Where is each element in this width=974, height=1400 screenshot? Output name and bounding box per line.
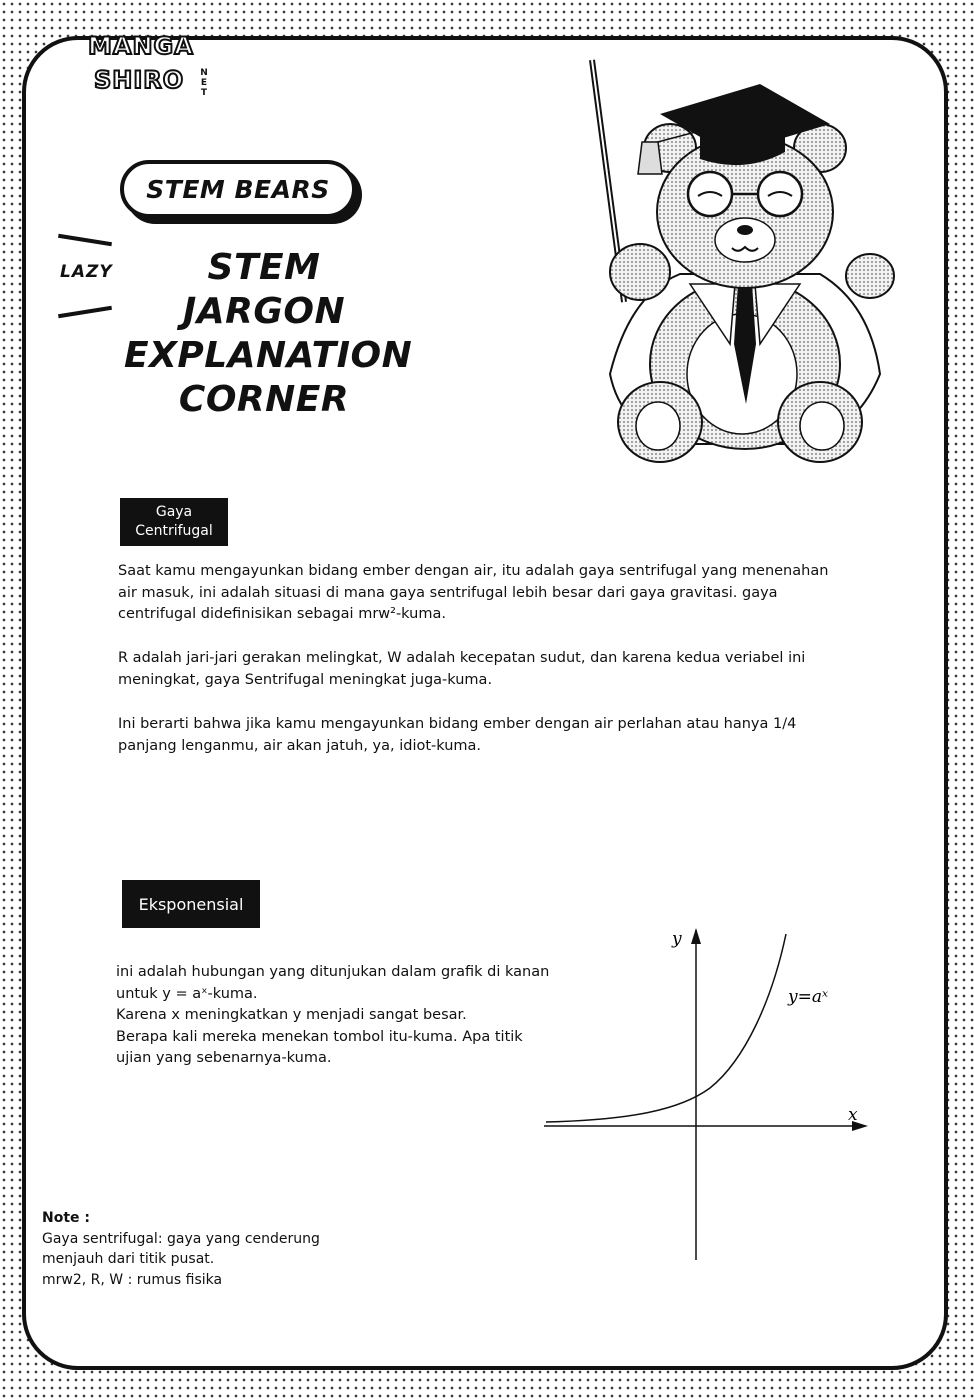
lazy-label: LAZY	[60, 262, 113, 282]
logo-line-1: MANGA	[88, 32, 194, 60]
section-tag-eksponensial: Eksponensial	[122, 880, 260, 928]
note-line: menjauh dari titik pusat.	[42, 1251, 215, 1267]
footnote	[42, 1208, 372, 1290]
logo-suffix: NET	[200, 68, 208, 98]
title-line-2: EXPLANATION	[124, 335, 413, 376]
y-axis-label: y	[672, 929, 682, 949]
exponential-graph	[540, 920, 880, 1270]
text-line: untuk y = aˣ-kuma.	[116, 985, 258, 1002]
paragraph-3	[118, 714, 858, 757]
stem-bears-badge: STEM BEARS	[120, 160, 356, 218]
note-line: mrw2, R, W : rumus fisika	[42, 1271, 223, 1288]
paragraph-1	[118, 561, 858, 626]
text-line: Berapa kali mereka menekan tombol itu-kuma. Apa titik	[116, 1028, 523, 1045]
exponential-paragraph	[116, 962, 586, 1070]
note-line: Gaya sentrifugal: gaya yang cenderung	[42, 1230, 320, 1247]
professor-bear-illustration	[570, 44, 900, 474]
title-line-3: CORNER	[178, 379, 350, 420]
tag-line-1: Gaya	[155, 504, 193, 520]
exponential-curve	[546, 934, 786, 1122]
text-line: ini adalah hubungan yang ditunjukan dalam grafik di kanan	[116, 964, 550, 980]
text-line: Karena x meningkatkan y menjadi sangat besar.	[116, 1007, 467, 1023]
text-line: meningkat, gaya Sentrifugal meningkat juga-kuma.	[118, 671, 493, 688]
y-axis-arrow	[691, 928, 701, 944]
text-line: ujian yang sebenarnya-kuma.	[116, 1050, 332, 1066]
text-line: air masuk, ini adalah situasi di mana gaya sentrifugal lebih besar dari gaya gravitasi. gaya	[118, 584, 778, 601]
text-line: Saat kamu mengayunkan bidang ember dengan air, itu adalah gaya sentrifugal yang menenahan	[118, 563, 829, 579]
section-tag-gaya-centrifugal	[120, 498, 228, 546]
title-line-1: STEM JARGON	[182, 247, 346, 332]
tag-line-2: Centrifugal	[135, 523, 213, 539]
curve-label: y=aˣ	[788, 987, 829, 1007]
note-title: Note :	[42, 1210, 90, 1226]
paragraph-2	[118, 648, 858, 691]
text-line: Ini berarti bahwa jika kamu mengayunkan bidang ember dengan air perlahan atau hanya 1/4	[118, 716, 797, 732]
logo-line-2: SHIRO	[94, 66, 185, 94]
page-title	[124, 246, 413, 422]
x-axis-label: x	[848, 1105, 858, 1125]
text-line: centrifugal didefinisikan sebagai mrw²-kuma.	[118, 606, 446, 622]
site-logo	[88, 34, 210, 106]
text-line: R adalah jari-jari gerakan melingkat, W adalah kecepatan sudut, dan karena kedua veriabel ini	[118, 650, 806, 666]
text-line: panjang lenganmu, air akan jatuh, ya, idiot-kuma.	[118, 737, 482, 754]
